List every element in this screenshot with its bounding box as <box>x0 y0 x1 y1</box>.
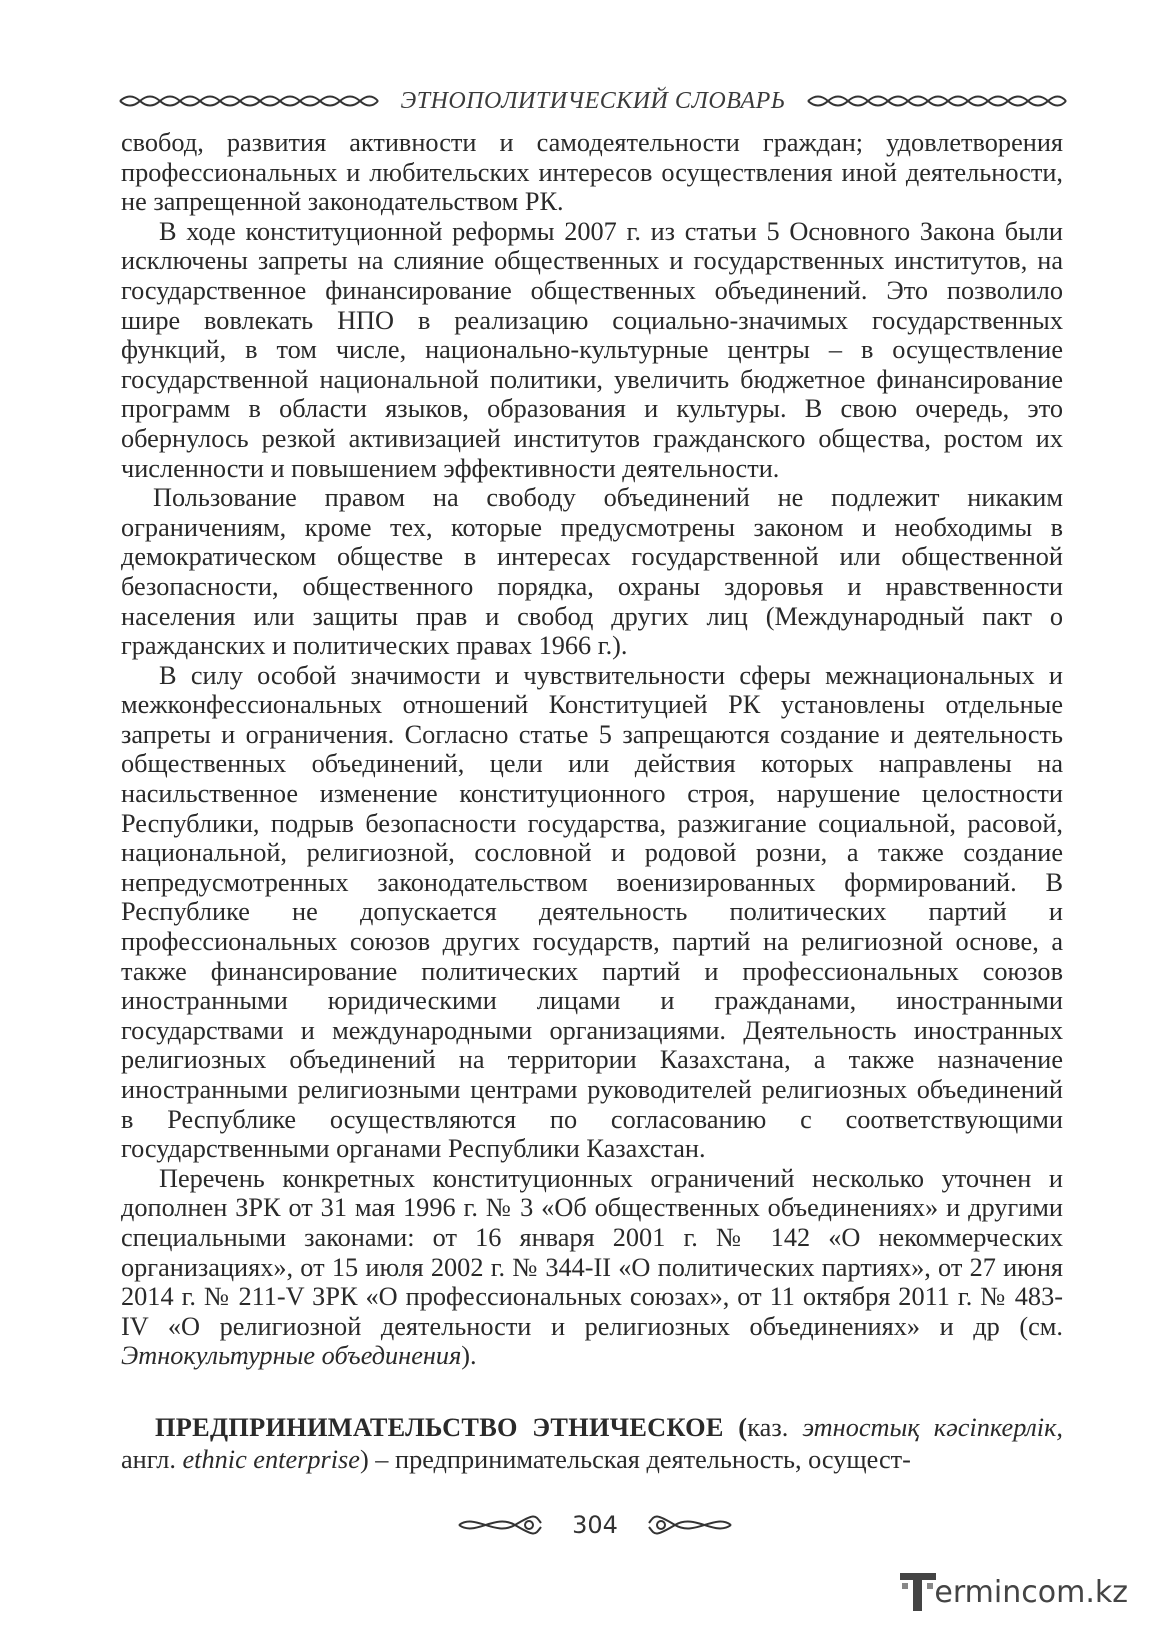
site-watermark <box>898 1569 1128 1615</box>
paragraph: свобод, развития активности и самодеятельности граждан; удовлетворения профессиональных и любительских интересов осуществления иной деятельности, не запрещенной законодательством РК. <box>121 128 1063 217</box>
page-footer <box>455 1505 735 1545</box>
watermark-text: ermincom.kz <box>934 1574 1128 1610</box>
paragraph: Пользование правом на свободу объединений не подлежит никаким ограничениям, кроме тех, которые предусмотрены законом и необходимы в демократическом обществе в интересах государственной или общественной безопасности, общественного порядка, охраны здоровья и нравственности населения или защиты прав и свобод других лиц (Международный пакт о гражданских и политических правах 1966 г.). <box>121 483 1063 661</box>
article-body <box>121 128 1063 1371</box>
termincom-logo-icon <box>898 1569 938 1615</box>
paragraph-end: ). <box>461 1341 477 1371</box>
kaz-term: этностық кәсіпкерлік, <box>802 1413 1063 1442</box>
entry-definition: ) – предпринимательская деятельность, осущест- <box>359 1445 911 1474</box>
paragraph-last <box>121 1164 1063 1371</box>
entry-term: ПРЕДПРИНИМАТЕЛЬСТВО ЭТНИЧЕСКОЕ <box>155 1413 724 1442</box>
flourish-right-icon <box>647 1513 735 1537</box>
kaz-label: каз. <box>747 1413 789 1442</box>
dictionary-entry <box>121 1412 1063 1476</box>
header-ornament-right-icon <box>806 90 1068 112</box>
entry-open-paren: ( <box>723 1413 748 1442</box>
paragraph: В силу особой значимости и чувствительности сферы межнациональных и межконфессиональных отношений Конституцией РК установлены отдельные запреты и ограничения. Согласно статье 5 запрещаются создание и деятельность общественных объединений, цели или действия которых направлены на насильственное изменение конституционного строя, нарушение целостности Республики, подрыв безопасности государства, разжигание социальной, расовой, национальной, религиозной, сословной и родовой розни, а также создание непредусмотренных законодательством военизированных формирований. В Республике не допускается деятельность политических партий и профессиональных союзов других государств, партий на религиозной основе, а также финансирование политических партий и профессиональных союзов иностранными юридическими лицами и гражданами, иностранными государствами и международными организациями. Деятельность иностранных религиозных объединений на территории Казахстана, а также назначение иностранными религиозными центрами руководителей религиозных объединений в Республике осуществляются по согласованию с соответствующими государственными органами Республики Казахстан. <box>121 660 1063 1164</box>
paragraph: В ходе конституционной реформы 2007 г. из статьи 5 Основного Закона были исключены запреты на слияние общественных и государственных институтов, на государственное финансирование общественных объединений. Это позволило шире вовлекать НПО в реализацию социально-значимых государственных функций, в том числе, национально-культурные центры – в осуществление государственной национальной политики, увеличить бюджетное финансирование программ в области языков, образования и культуры. В свою очередь, это обернулось резкой активизацией институтов гражданского общества, ростом их численности и повышением эффективности деятельности. <box>121 216 1063 483</box>
header-title: ЭТНОПОЛИТИЧЕСКИЙ СЛОВАРЬ <box>400 87 786 114</box>
eng-label: англ. <box>121 1445 176 1474</box>
running-header <box>118 86 1068 116</box>
paragraph-text: Перечень конкретных конституционных ограничений несколько уточнен и дополнен ЗРК от 31 мая 1996 г. № 3 «Об общественных объединениях» и другими специальными законами: от 16 января 2001 г. № 142 «О некоммерческих организациях», от 15 июля 2002 г. № 344-II «О политических партиях», от 27 июня 2014 г. № 211-V ЗРК «О профессиональных союзах», от 11 октября 2011 г. № 483-IV «О религиозной деятельности и религиозных объединениях» и др (см. <box>121 1163 1063 1341</box>
page-number: 304 <box>572 1511 618 1539</box>
header-ornament-left-icon <box>118 90 380 112</box>
flourish-left-icon <box>455 1513 543 1537</box>
cross-reference-link[interactable]: Этнокультурные объединения <box>121 1341 462 1371</box>
eng-term: ethnic enterprise <box>182 1445 360 1474</box>
